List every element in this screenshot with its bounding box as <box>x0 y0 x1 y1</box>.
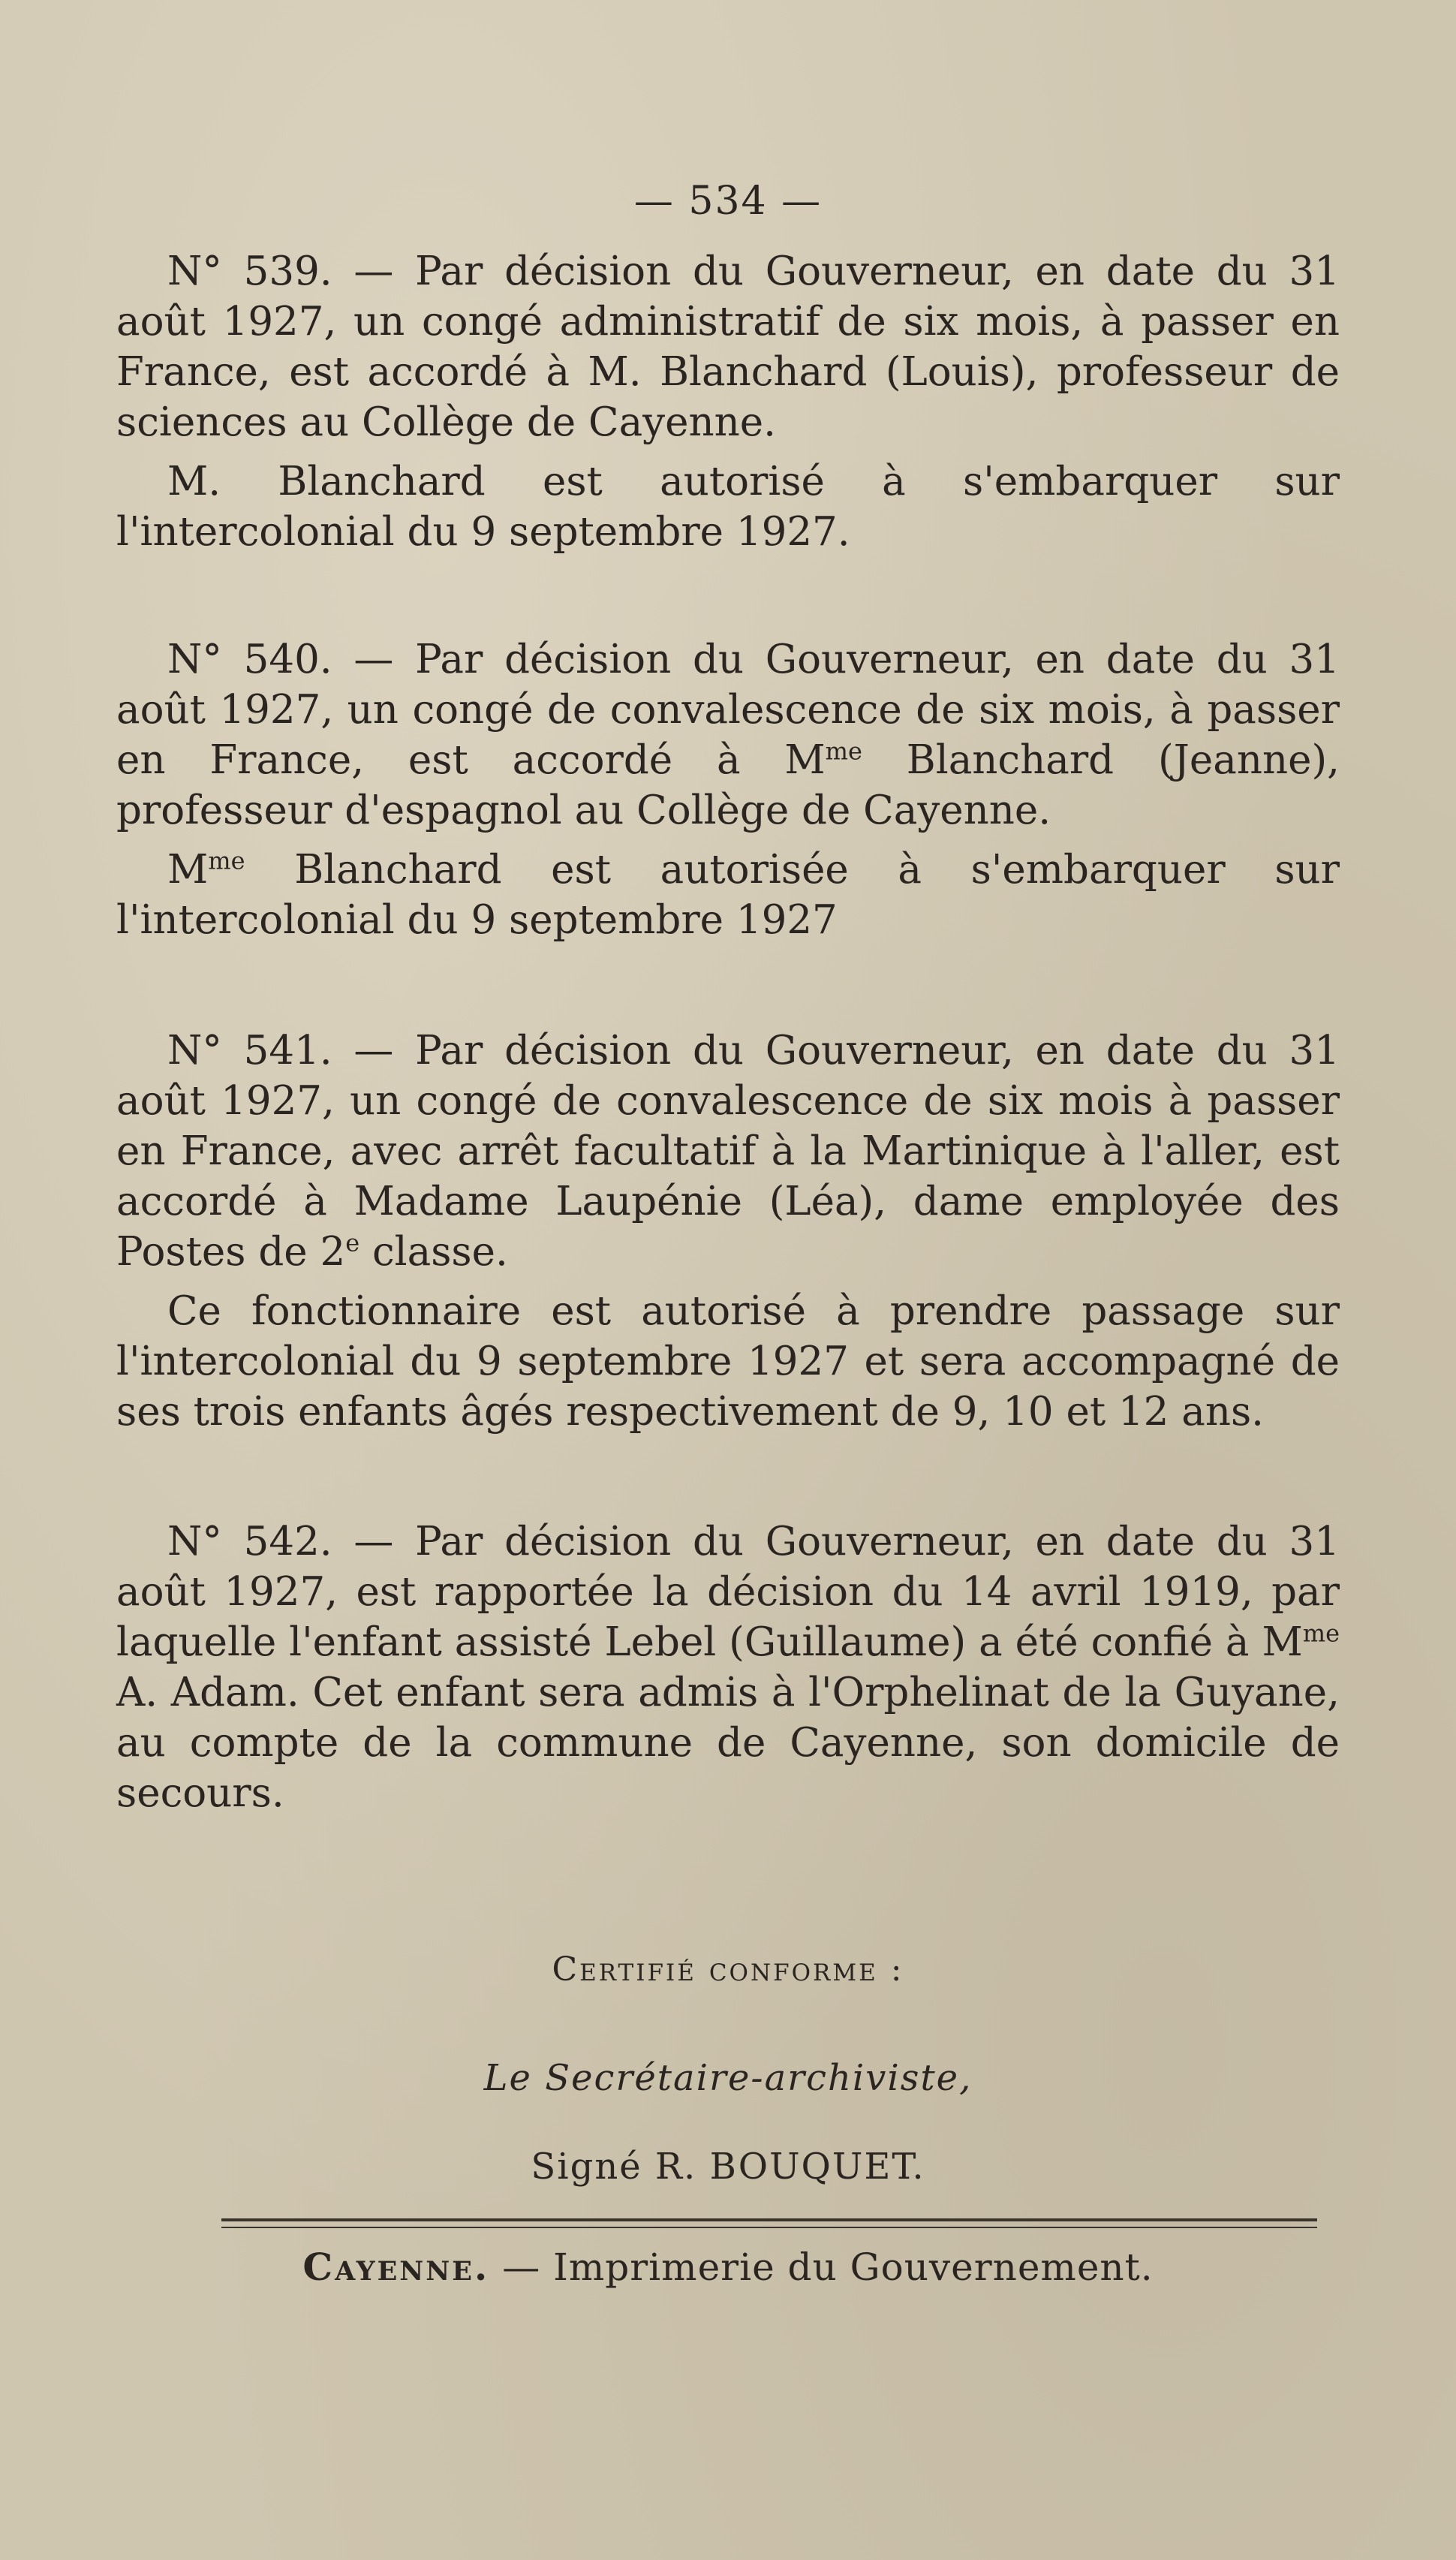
decision-entry-541 <box>116 1026 1340 1437</box>
entry-paragraph <box>116 246 1340 447</box>
entry-text: Blanchard est autorisée à s'embarquer sur l'intercolonial du 9 septembre 1927 <box>116 847 1340 943</box>
entry-text: M <box>167 847 209 893</box>
signatory-role: Le Secrétaire-archiviste, <box>483 2057 973 2099</box>
entry-number: N° 541. <box>167 1028 332 1074</box>
decision-entry-540 <box>116 634 1340 945</box>
certification-title: Certifié conforme : <box>552 1950 904 1989</box>
entry-text: — Par décision du Gouverneur, en date du 31 août 1927, un congé de convalescence de six mois, à passer en France, est accordé à M <box>116 637 1340 783</box>
entry-paragraph <box>116 1026 1340 1277</box>
entry-paragraph <box>116 845 1340 945</box>
decision-entry-542 <box>116 1516 1340 1818</box>
entry-number: N° 542. <box>167 1519 332 1565</box>
entry-number: N° 539. <box>167 248 332 294</box>
entry-paragraph <box>116 1516 1340 1818</box>
decision-entry-539 <box>116 246 1340 557</box>
entry-text: — Par décision du Gouverneur, en date du 31 août 1927, un congé administratif de six mois, à passer en France, est accordé à M. Blanchard (Louis), professeur de sciences au Collège de Cayenne. <box>116 248 1340 445</box>
page-number: — 534 — <box>633 179 823 224</box>
printer-imprint <box>0 2245 1456 2289</box>
entry-number: N° 540. <box>167 637 332 682</box>
entry-paragraph: M. Blanchard est autorisé à s'embarquer sur l'intercolonial du 9 septembre 1927. <box>116 459 1340 555</box>
superscript: e <box>345 1228 360 1257</box>
imprint-city: Cayenne. <box>302 2245 490 2289</box>
footer-divider <box>221 2218 1317 2221</box>
imprint-text: — Imprimerie du Gouvernement. <box>489 2245 1154 2289</box>
entry-text: — Par décision du Gouverneur, en date du 31 août 1927, un congé de convalescence de six mois à passer en France, avec arrêt facultatif à la Martinique à l'aller, est accordé à Madame Laupénie (Léa), dame employée des Postes de 2 <box>116 1028 1340 1275</box>
superscript: me <box>1302 1619 1340 1648</box>
entry-text: A. Adam. Cet enfant sera admis à l'Orphelinat de la Guyane, au compte de la commune de Cayenne, son domicile de secours. <box>116 1670 1340 1816</box>
footer-divider-thin <box>221 2227 1317 2228</box>
signature-line: Signé R. BOUQUET. <box>531 2146 925 2188</box>
entry-text: classe. <box>359 1229 508 1275</box>
entry-paragraph: Ce fonctionnaire est autorisé à prendre passage sur l'intercolonial du 9 septembre 1927 et sera accompagné de ses trois enfants âgés respectivement de 9, 10 et 12 ans. <box>116 1288 1340 1435</box>
entry-paragraph <box>116 634 1340 836</box>
entry-text: — Par décision du Gouverneur, en date du 31 août 1927, est rapportée la décision du 14 avril 1919, par laquelle l'enfant assisté Lebel (Guillaume) a été confié à M <box>116 1519 1340 1665</box>
entry-text: Blanchard (Jeanne), professeur d'espagnol au Collège de Cayenne. <box>116 737 1340 833</box>
superscript: me <box>825 736 862 766</box>
superscript: me <box>208 846 245 875</box>
